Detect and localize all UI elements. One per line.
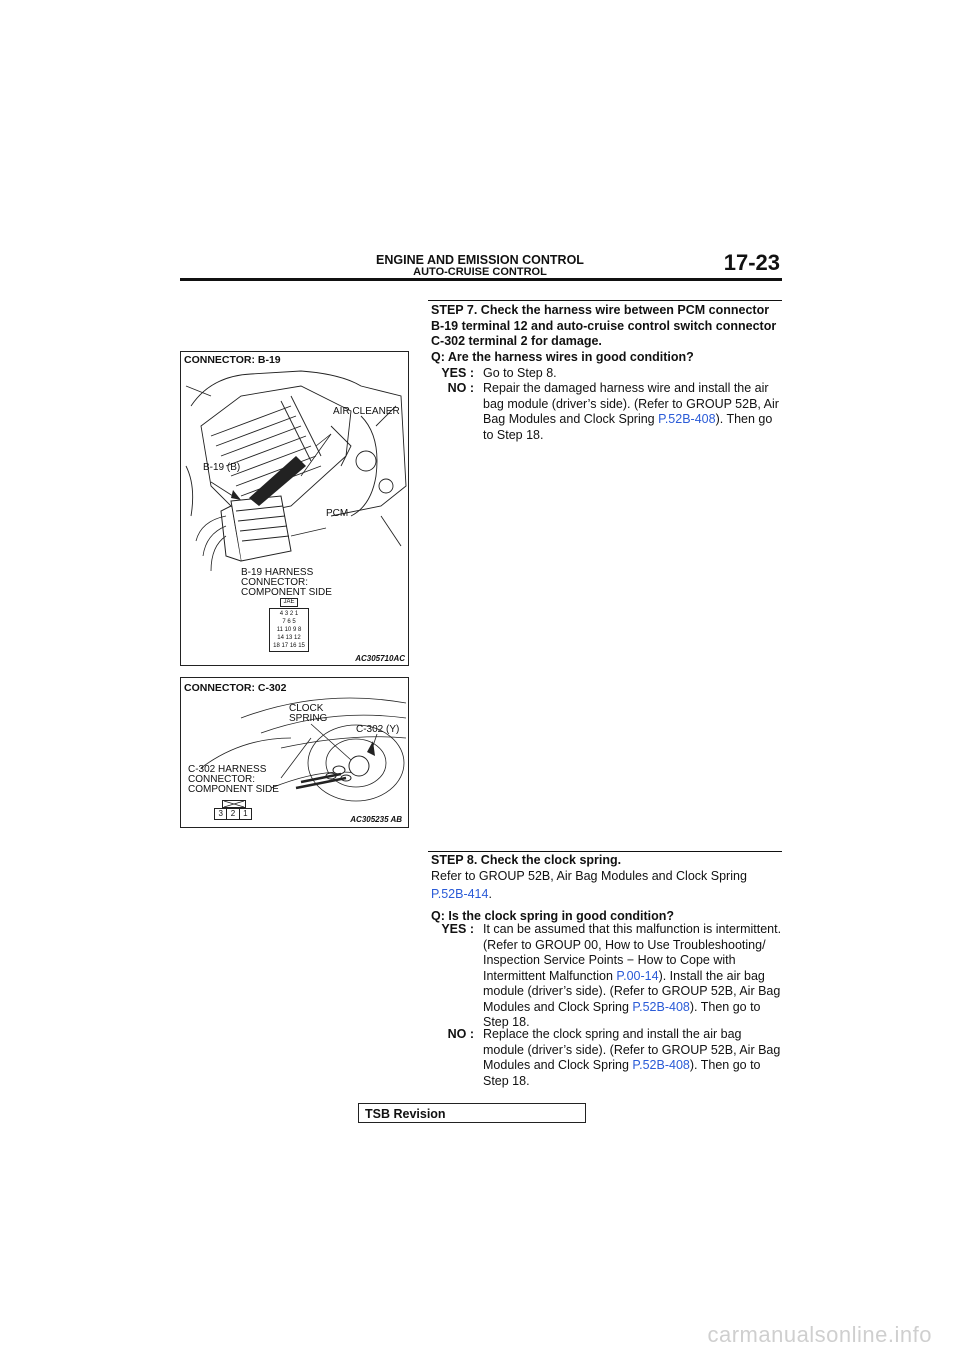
pin-row: 4 3 2 1 bbox=[279, 611, 299, 617]
step7-yes-text: Go to Step 8. bbox=[483, 366, 557, 380]
step7-rule bbox=[428, 300, 782, 301]
watermark: carmanualsonline.info bbox=[707, 1322, 932, 1347]
b19-pin-grid bbox=[269, 608, 309, 652]
b19-connector-face bbox=[269, 598, 309, 652]
pin-row: 7 6 5 bbox=[282, 619, 296, 625]
connector-tag: JAE bbox=[280, 598, 298, 607]
step8-no-label: NO : bbox=[447, 1027, 474, 1041]
link-p52b-408[interactable]: P.52B-408 bbox=[632, 1058, 690, 1072]
figure-connector-b19 bbox=[180, 351, 409, 666]
figure1-title: CONNECTOR: B-19 bbox=[184, 354, 281, 366]
step8-question: Q: Is the clock spring in good condition? bbox=[431, 908, 675, 923]
step8-no-text: Replace the clock spring and install the air bag module (driver’s side). (Refer to GROUP 52B, Air Bag Modules and Clock Spring P.52B-408). Then go to Step 18. bbox=[483, 1027, 781, 1088]
c302-connector-face bbox=[214, 800, 252, 820]
link-p00-14[interactable]: P.00-14 bbox=[616, 968, 659, 983]
step8-yes-text: It can be assumed that this malfunction is intermittent. (Refer to GROUP 00, How to Use Troubleshooting/ Inspection Service Points − How to Cope with Intermittent Malfunction P.00-14). Install the air bag module (driver’s side). (Refer to GROUP 52B, Air Bag Modules and Clock Spring P.52B-408). Then go to Step 18. bbox=[483, 922, 782, 1029]
label-b19-b: B-19 (B) bbox=[203, 462, 241, 473]
figure1-code: AC305710AC bbox=[355, 654, 405, 663]
label-clock-spring: CLOCK SPRING bbox=[289, 703, 328, 724]
link-p52b-408[interactable]: P.52B-408 bbox=[658, 412, 716, 426]
c302-harness-text: C-302 HARNESS CONNECTOR: COMPONENT SIDE bbox=[188, 764, 279, 795]
step7-question: Q: Are the harness wires in good condition? bbox=[431, 349, 694, 364]
figure-connector-c302 bbox=[180, 677, 409, 828]
pin-row: 14 13 12 bbox=[277, 635, 301, 641]
step8-rule bbox=[428, 851, 782, 852]
link-p52b-414[interactable]: P.52B-414 bbox=[431, 887, 489, 901]
step7-no-label: NO : bbox=[447, 381, 474, 395]
step7-heading: STEP 7. Check the harness wire between PCM connector B-19 terminal 12 and auto-cruise control switch connector C-302 terminal 2 for damage. Q: Are the harness wires in good condition? bbox=[431, 303, 783, 365]
c302-pin-row bbox=[214, 808, 252, 820]
step7-no-text: Repair the damaged harness wire and install the air bag module (driver’s side). (Refer to GROUP 52B, Air Bag Modules and Clock Spring P.52B-408). Then go to Step 18. bbox=[483, 381, 779, 442]
section-subtitle: AUTO-CRUISE CONTROL bbox=[413, 266, 547, 278]
tsb-revision-box: TSB Revision bbox=[358, 1103, 586, 1123]
pin-row: 18 17 16 15 bbox=[273, 643, 305, 649]
label-c302-y: C-302 (Y) bbox=[356, 724, 400, 735]
pin-row: 11 10 9 8 bbox=[276, 627, 302, 633]
label-air-cleaner: AIR CLEANER bbox=[333, 406, 400, 417]
figure2-code: AC305235 AB bbox=[350, 815, 402, 824]
page-number: 17-23 bbox=[723, 250, 780, 275]
pin: 3 bbox=[215, 809, 227, 819]
pin: 1 bbox=[243, 809, 248, 818]
step8-yes-label: YES : bbox=[441, 922, 474, 936]
pin: 2 bbox=[227, 809, 239, 819]
section-title: ENGINE AND EMISSION CONTROL bbox=[376, 253, 584, 267]
b19-harness-text: B-19 HARNESS CONNECTOR: COMPONENT SIDE bbox=[241, 567, 332, 598]
step8-block: STEP 8. Check the clock spring. Refer to GROUP 52B, Air Bag Modules and Clock Spring P.52B-414. Q: Is the clock spring in good condition? bbox=[431, 853, 783, 924]
step7-yes-label: YES : bbox=[441, 366, 474, 380]
step8-refer: Refer to GROUP 52B, Air Bag Modules and Clock Spring bbox=[431, 868, 747, 883]
figure2-title: CONNECTOR: C-302 bbox=[184, 682, 287, 694]
link-p52b-408[interactable]: P.52B-408 bbox=[632, 999, 690, 1014]
connector-lock-icon bbox=[222, 800, 246, 808]
step8-heading: STEP 8. Check the clock spring. bbox=[431, 853, 622, 867]
header-rule bbox=[180, 278, 782, 281]
label-pcm: PCM bbox=[326, 508, 349, 519]
